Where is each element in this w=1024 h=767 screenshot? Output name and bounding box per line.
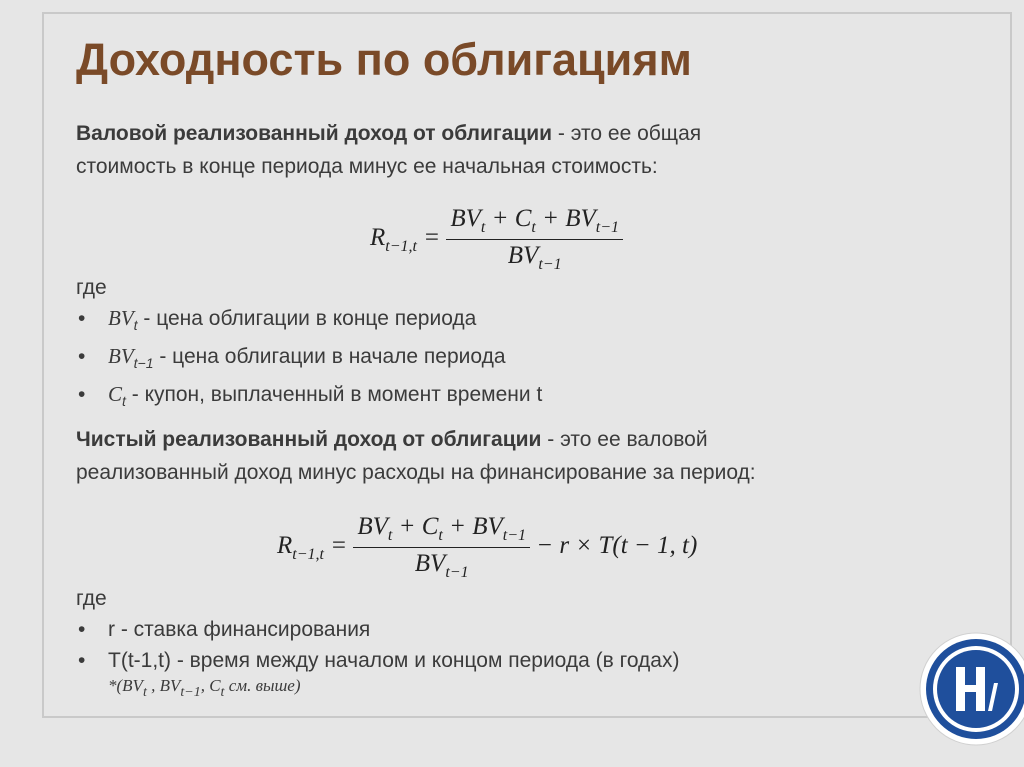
formula1-denominator: $BV_{t-1}$ [446,239,623,274]
list-item: • $BV_t$ - цена облигации в конце периода [76,303,542,341]
formula1-numerator: $BV_t + C_t + BV_{t-1}$ [450,205,620,236]
footnote: $*(BV_t$ , $BV_{t-1}$, $C_t$ см. выше) [108,676,301,700]
gross-income-formula [370,205,623,274]
net-income-text-1: - это ее валовой [541,428,708,451]
net-income-term: Чистый реализованный доход от облигации [76,428,542,451]
formula1-lhs: R [370,224,386,252]
list-item: • T(t-1,t) - время между началом и концом периода (в годах) [76,645,679,676]
formula1-eq: = [416,224,447,252]
bullet-icon: • [78,307,86,330]
formula2-tail: − r × T(t − 1, t) [530,532,698,560]
formula2-eq: = [323,532,354,560]
gross-income-term: Валовой реализованный доход от облигации [76,122,553,145]
gross-income-text-2: стоимость в конце периода минус ее начальная стоимость: [76,155,658,178]
formula2-fraction [353,513,530,582]
net-income-formula [277,513,697,582]
formula1-lhs-sub: t−1,t [385,238,417,256]
where-label-1: где [76,276,107,299]
where-label-2: где [76,587,107,610]
formula2-numerator: $BV_t + C_t + BV_{t-1}$ [357,513,527,544]
list-item: • r - ставка финансирования [76,614,679,645]
bullet-icon: • [78,383,86,406]
slide-title: Доходность по облигациям [76,34,692,85]
where-list-2 [76,583,679,676]
bullet-icon: • [78,618,86,641]
net-income-definition [76,423,916,489]
formula2-lhs-sub: t−1,t [292,546,324,564]
gross-income-definition [76,117,916,183]
list-item: • $C_t$ - купон, выплаченный в момент времени t [76,379,542,417]
where-list-1 [76,272,542,417]
net-income-text-2: реализованный доход минус расходы на финансирование за период: [76,461,756,484]
bullet-icon: • [78,345,86,368]
bullet-icon: • [78,649,86,672]
formula1-fraction [446,205,623,274]
gross-income-text-1: - это ее общая [552,122,702,145]
formula2-lhs: R [277,532,293,560]
list-item: • $BV_{t-1}$ - цена облигации в начале периода [76,341,542,379]
university-logo [918,631,1024,747]
formula2-denominator: $BV_{t-1}$ [353,547,530,582]
